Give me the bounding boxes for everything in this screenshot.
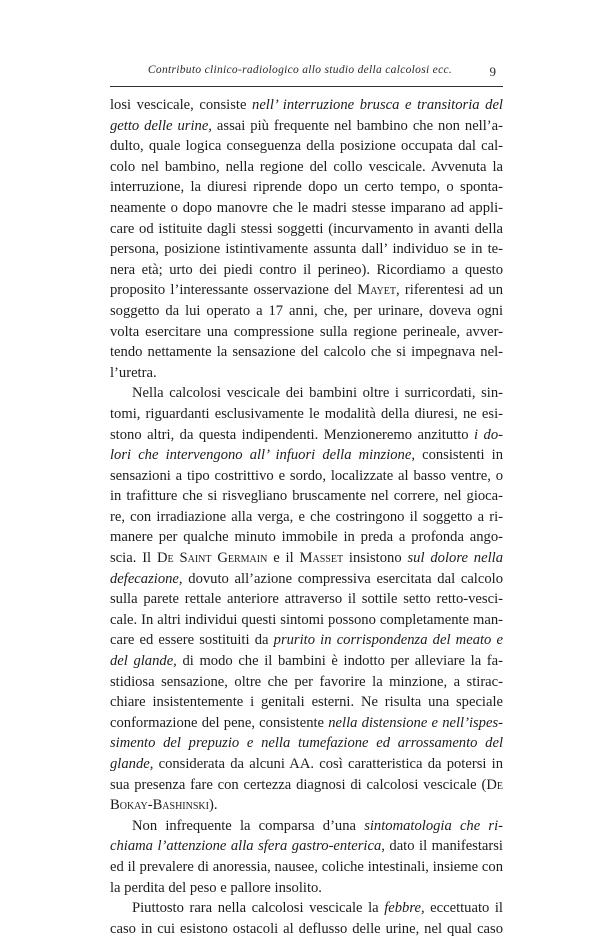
text-line: lori che intervengono all’ infuori della minzione, consistenti in: [110, 447, 503, 464]
text-line: losi vescicale, consiste nell’ interruzione brusca e transitoria del: [110, 97, 503, 113]
italic-emphasis: lori che intervengono all’ infuori della minzione,: [110, 447, 415, 464]
text-line: Bokay-Bashinski).: [110, 797, 218, 814]
text-line: getto delle urine, assai più frequente nel bambino che non nell’a-: [110, 117, 503, 134]
text-line: Non infrequente la comparsa d’una sintomatologia che ri-: [132, 817, 503, 834]
text-line: care ed essere sostituiti da prurito in corrispondenza del meato e: [110, 632, 503, 649]
text-line: care od istituite dagli stessi soggetti (incurvamento in avanti della: [110, 220, 503, 237]
text-line: caso in cui esistono ostacoli al deflusso delle urine, nel qual caso: [110, 920, 503, 937]
text-line: glande, considerata da alcuni AA. così caratteristica da potersi in: [110, 756, 503, 772]
text-line: in trafitture che si risvegliano bruscamente nel correre, nel gioca-: [110, 488, 503, 505]
paragraph: [110, 95, 503, 383]
paragraph: [110, 898, 503, 939]
text-line: Piuttosto rara nella calcolosi vescicale la febbre, eccettuato il: [132, 900, 503, 917]
text-line: neamente o dopo manovre che le madri stesse imparano ad appli-: [110, 199, 503, 216]
text-line: cale. In altri individui questi sintomi possono completamente man-: [110, 611, 503, 628]
italic-emphasis: chiama l’attenzione alla sfera gastro-enterica,: [110, 838, 385, 855]
text-line: scia. Il De Saint Germain e il Masset insistono sul dolore nella: [110, 550, 503, 567]
text-line: soggetto da lui operato a 17 anni, che, per urinare, doveva ogni: [110, 302, 503, 319]
italic-emphasis: defecazione,: [110, 570, 183, 587]
running-head: Contributo clinico-radiologico allo studio della calcolosi ecc.: [147, 64, 453, 76]
header-rule: [110, 86, 503, 87]
text-line: [110, 733, 503, 754]
text-line: stono altri, da questa indipendenti. Menzioneremo anzitutto i do-: [110, 426, 503, 443]
text-line: sua presenza fare con certezza diagnosi di calcolosi vescicale (De: [110, 776, 503, 793]
author-name: Mayet: [357, 282, 396, 299]
text-line: interruzione, la diuresi riprende dopo un certo tempo, o sponta-: [110, 179, 503, 196]
page-number: 9: [489, 64, 496, 79]
text-line: conformazione del pene, consistente nella distensione e nell’ispes-: [110, 714, 503, 731]
paragraph: [110, 816, 503, 898]
author-name: Bokay-Bashinski: [110, 797, 209, 814]
text-line: Nella calcolosi vescicale dei bambini oltre i surricordati, sin-: [132, 385, 503, 402]
text-line: tendo nettamente la sensazione del calcolo che si impegnava nel-: [110, 344, 503, 361]
text-line: volta esercitare una compressione sulla regione perineale, avver-: [110, 323, 503, 340]
text-line: dulto, quale logica conseguenza della posizione occupata dal cal-: [110, 138, 503, 155]
body-text: [110, 95, 503, 939]
author-name: Masset: [299, 550, 344, 567]
text-line: proposito l’interessante osservazione del Mayet, riferentesi ad un: [110, 282, 503, 299]
italic-emphasis: febbre,: [384, 900, 425, 917]
italic-emphasis: del glande,: [110, 653, 177, 670]
italic-emphasis: i do-: [474, 426, 503, 443]
italic-emphasis: simento del prepuzio e nella tumefazione ed arrossamento del: [110, 735, 503, 752]
text-line: la perdita del peso e pallore insolito.: [110, 879, 322, 896]
text-line: manere per qualche minuto immobile in preda a profonda ango-: [110, 529, 503, 546]
italic-emphasis: glande,: [110, 756, 154, 772]
text-line: tomi, riguardanti esclusivamente le modalità della diuresi, ne esi-: [110, 405, 503, 422]
italic-emphasis: nell’ interruzione brusca e transitoria del: [252, 97, 503, 113]
italic-emphasis: sul dolore nella: [407, 550, 503, 567]
author-name: De: [486, 776, 503, 793]
text-line: chiare insistentemente i genitali esterni. Ne risulta una speciale: [110, 694, 503, 711]
italic-emphasis: nella distensione e nell’ispes-: [328, 714, 503, 731]
text-line: nera età; urto dei piedi contro il perineo). Ricordiamo a questo: [110, 261, 503, 278]
paragraph: [110, 383, 503, 815]
text-line: defecazione, dovuto all’azione compressiva esercitata dal calcolo: [110, 570, 503, 587]
text-line: sensazioni a tipo costrittivo e sordo, localizzate al basso ventre, o: [110, 467, 503, 484]
italic-emphasis: sintomatologia che ri-: [364, 817, 503, 834]
text-line: ed il prevalere di anoressia, nausee, coliche intestinali, insieme con: [110, 858, 503, 875]
text-line: re, con irradiazione alla verga, e che costringono il soggetto a ri-: [110, 508, 503, 525]
text-line: sulla parete rettale anteriore attraverso il sottile setto retto-vesci-: [110, 591, 503, 608]
text-line: persona, posizione istintivamente assunta dall’ individuo se in te-: [110, 241, 503, 258]
italic-emphasis: prurito in corrispondenza del meato e: [273, 632, 503, 649]
author-name: De Saint Germain: [156, 550, 268, 567]
italic-emphasis: getto delle urine,: [110, 117, 212, 134]
text-line: colo nel bambino, nella regione del collo vescicale. Avvenuta la: [110, 158, 503, 175]
text-line: del glande, di modo che il bambini è indotto per alleviare la fa-: [110, 653, 503, 670]
text-line: chiama l’attenzione alla sfera gastro-enterica, dato il manifestarsi: [110, 838, 503, 855]
text-line: l’uretra.: [110, 364, 157, 381]
text-line: stidiosa sensazione, oltre che per favorire la minzione, a stirac-: [110, 673, 503, 690]
